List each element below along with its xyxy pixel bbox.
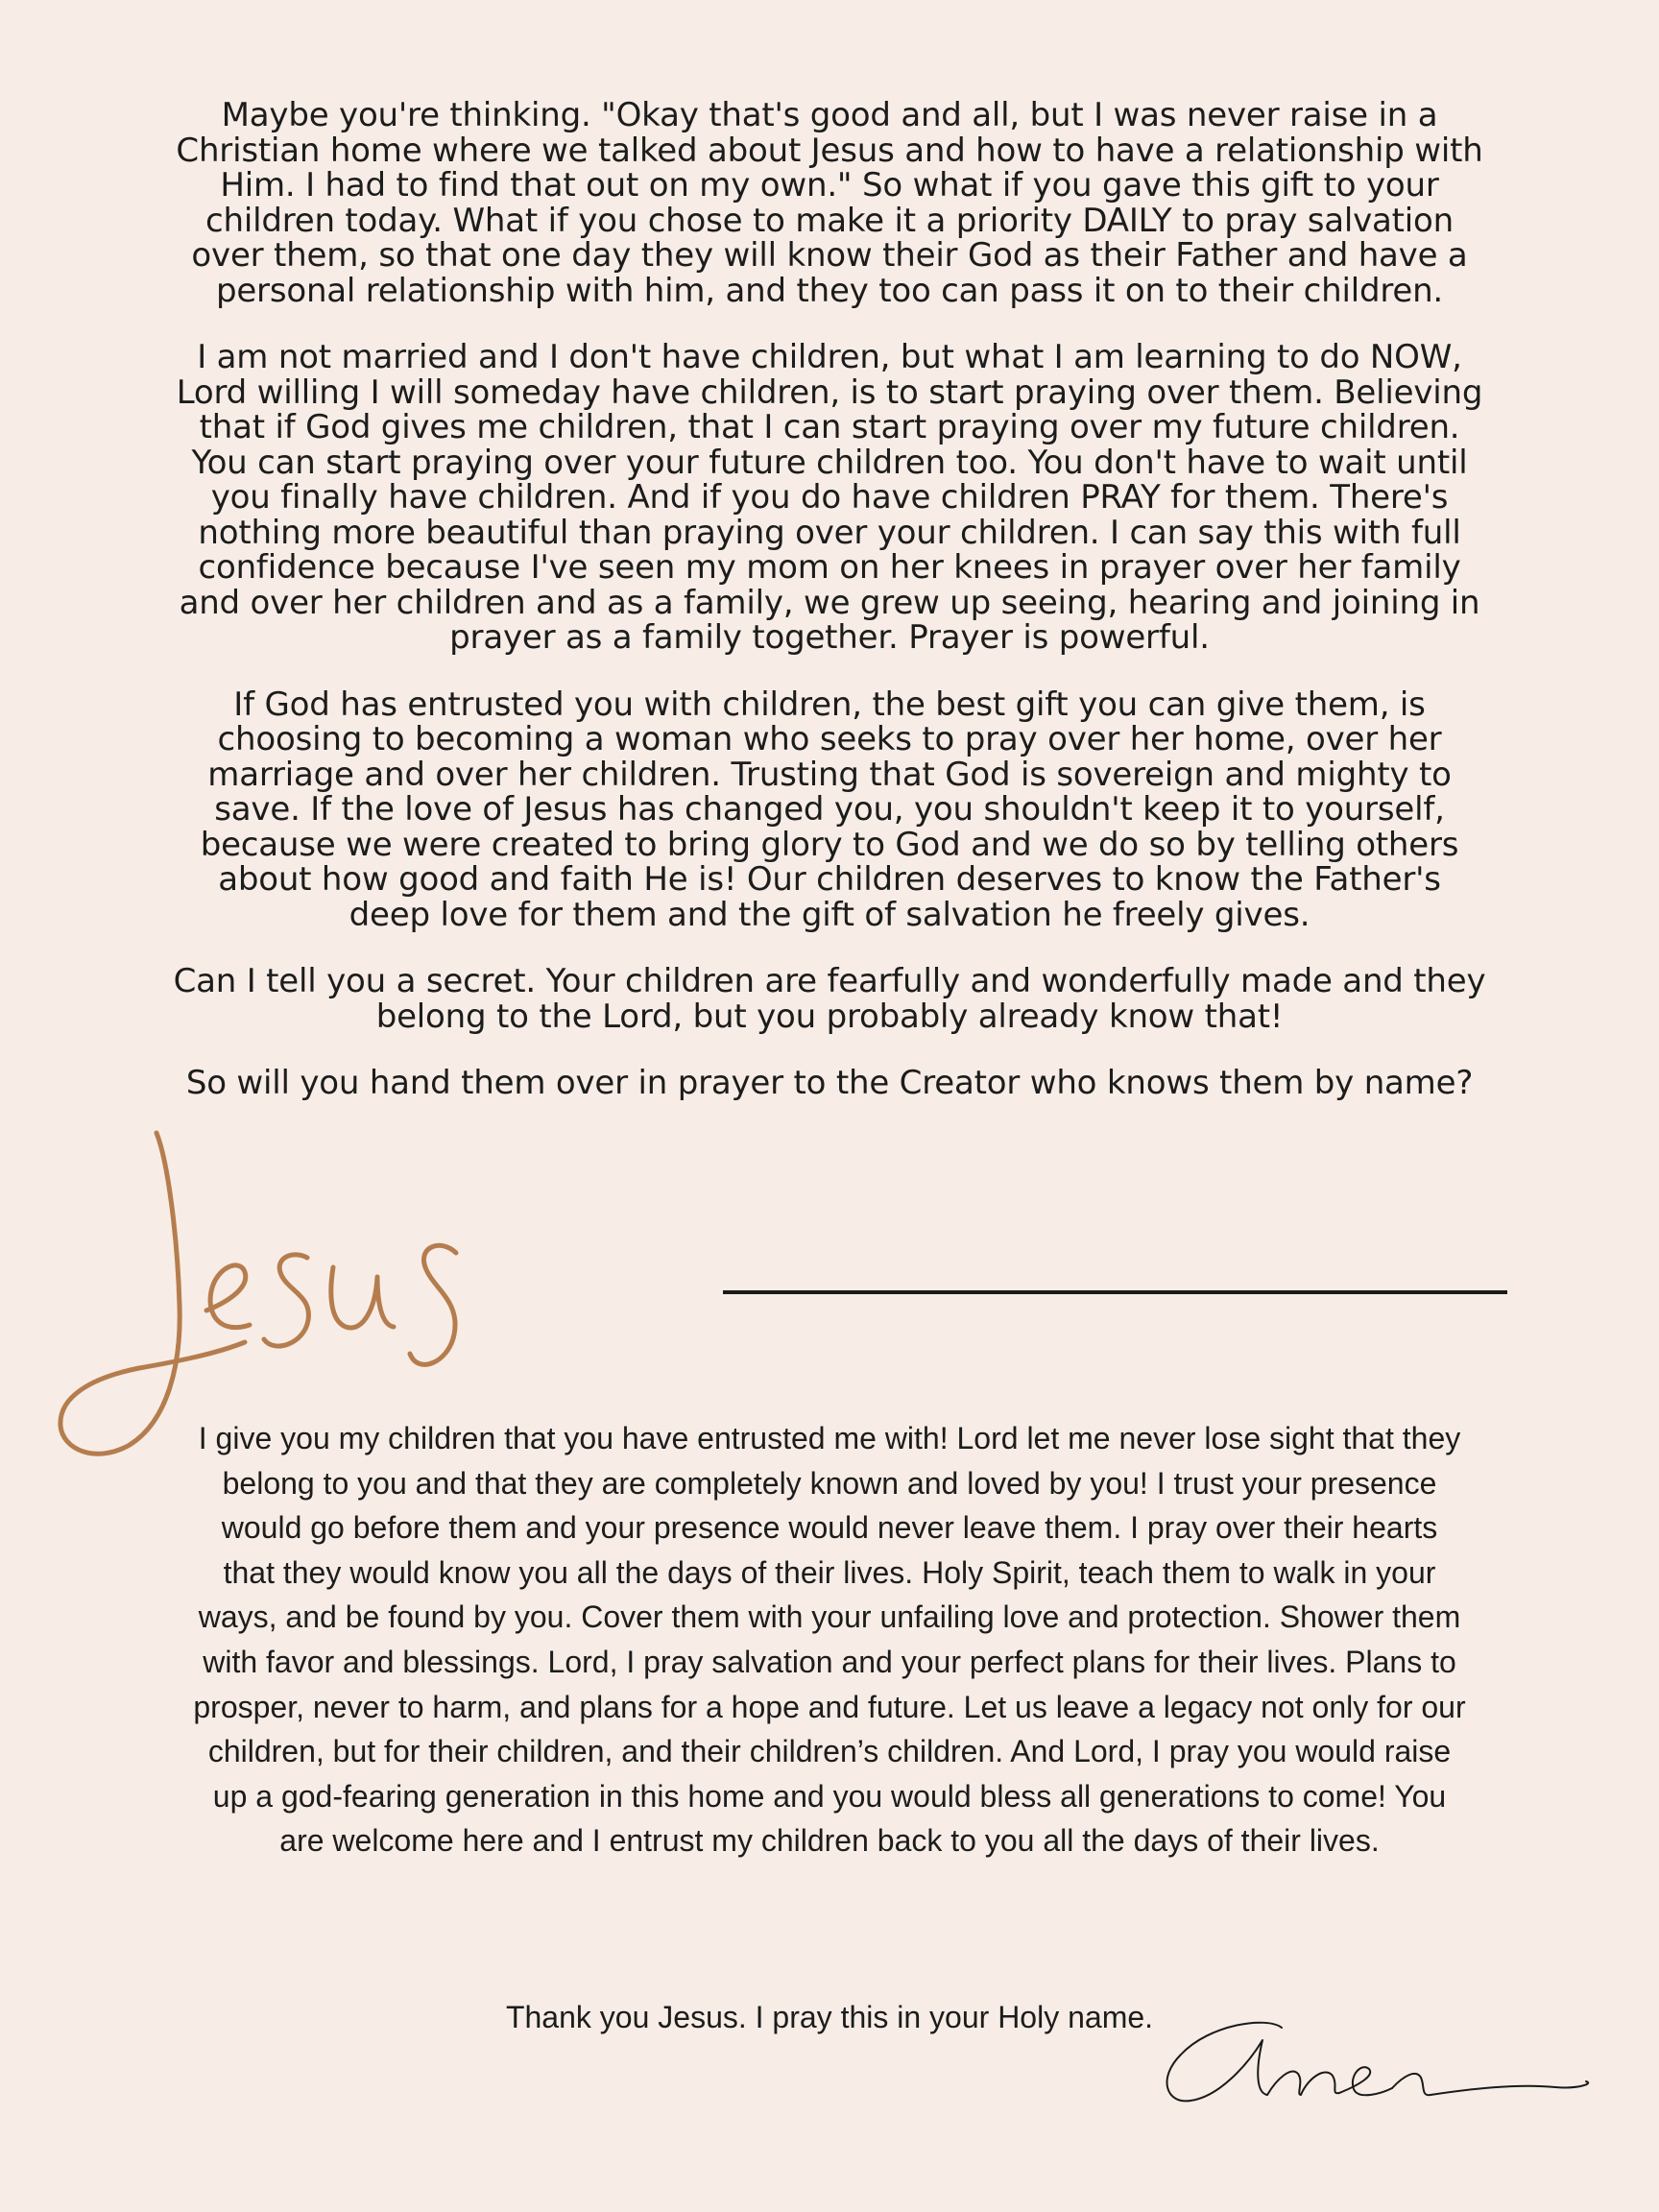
prayer-closing: Thank you Jesus. I pray this in your Holy name. — [505, 2000, 1154, 2034]
amen-script-signature — [1152, 2016, 1603, 2122]
letter-paragraph: So will you hand them over in prayer to the Creator who knows them by name? — [185, 1064, 1474, 1102]
letter-paragraph: Maybe you're thinking. "Okay that's good and all, but I was never raise in a Christian home where we talked about Jesus and how to have a relationship with Him. I had to find that out on my own." So what if you gave this gift to your children today. What if you chose to make it a priority DAILY to pray salvation over them, so that one day they will know their God as their Father and have a personal relationship with him, and they too can pass it on to their children. — [176, 96, 1483, 310]
letter-body — [173, 98, 1486, 1133]
letter-paragraph: Can I tell you a secret. Your children are fearfully and wonderfully made and they belong to the Lord, but you probably already know that! — [173, 962, 1486, 1036]
prayer-body — [192, 1416, 1467, 1863]
letter-paragraph: If God has entrusted you with children, the best gift you can give them, is choosing to becoming a woman who seeks to pray over her home, over her marriage and over her children. Trusting that God is sovereign and mighty to save. If the love of Jesus has changed you, you shouldn't keep it to yourself, because we were created to bring glory to God and we do so by telling others about how good and faith He is! Our children deserves to know the Father's deep love for them and the gift of salvation he freely gives. — [200, 685, 1459, 934]
writing-line — [723, 1290, 1507, 1294]
letter-paragraph: I am not married and I don't have children, but what I am learning to do NOW, Lord willing I will someday have children, is to start praying over them. Believing that if God gives me children, that I can start praying over my future children. You can start praying over your future children too. You don't have to wait until you finally have children. And if you do have children PRAY for them. There's nothing more beautiful than praying over your children. I can say this with full confidence because I've seen my mom on her knees in prayer over her family and over her children and as a family, we grew up seeing, hearing and joining in prayer as a family together. Prayer is powerful. — [176, 338, 1483, 657]
prayer-text: I give you my children that you have entrusted me with! Lord let me never lose sight that they belong to you and that they are completely known and loved by you! I trust your presence would go before them and your presence would never leave them. I pray over their hearts that they would know you all the days of their lives. Holy Spirit, teach them to walk in your ways, and be found by you. Cover them with your unfailing love and protection. Shower them with favor and blessings. Lord, I pray salvation and your perfect plans for their lives. Plans to prosper, never to harm, and plans for a hope and future. Let us leave a legacy not only for our children, but for their children, and their children’s children. And Lord, I pray you would raise up a god-fearing generation in this home and you would bless all generations to come! You are welcome here and I entrust my children back to you all the days of their lives. — [193, 1421, 1466, 1859]
